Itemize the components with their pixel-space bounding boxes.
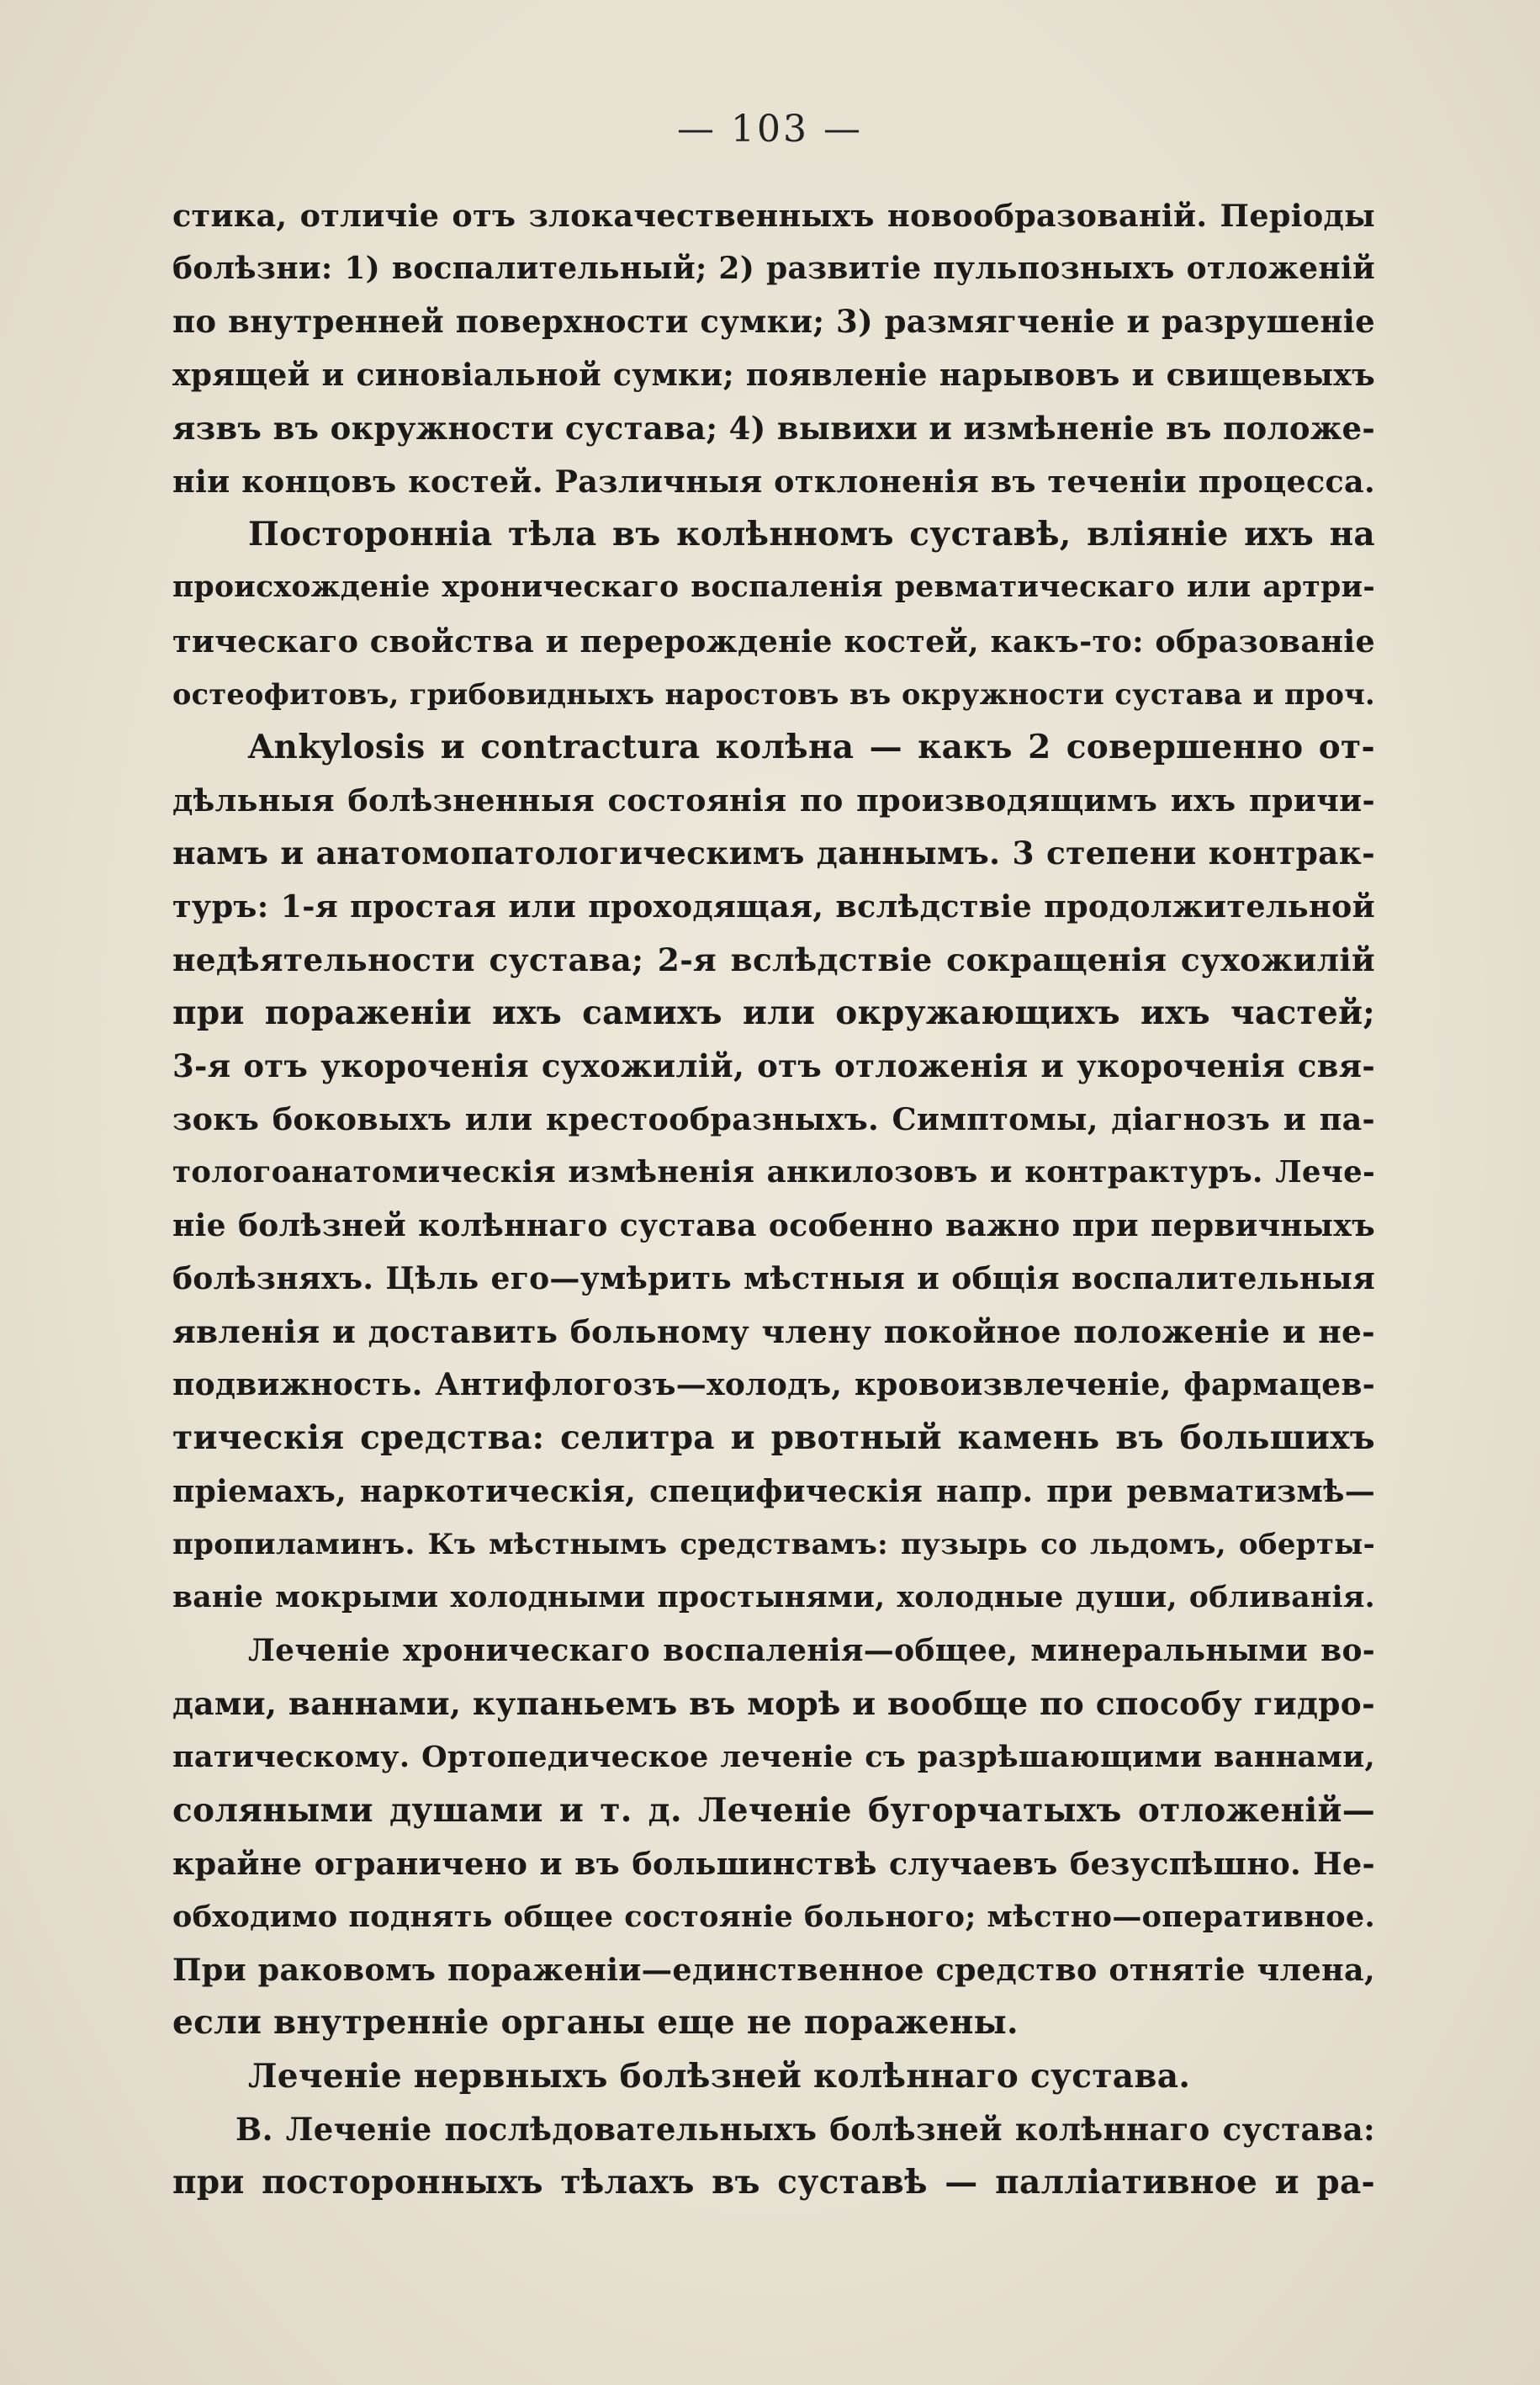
text-line: Ankylosis и contractura колѣна — какъ 2 совершенно от-: [248, 727, 1375, 766]
text-line: патическому. Ортопедическое леченіе съ разрѣшающими ваннами,: [172, 1740, 1375, 1775]
text-line: по внутренней поверхности сумки; 3) размягченіе и разрушеніе: [172, 303, 1375, 341]
text-line: туръ: 1-я простая или проходящая, вслѣдствіе продолжительной: [172, 888, 1375, 925]
text-line: тическія средства: селитра и рвотный камень въ большихъ: [172, 1418, 1375, 1458]
text-line: язвъ въ окружности сустава; 4) вывихи и измѣненіе въ положе-: [172, 409, 1375, 447]
text-line: 3-я отъ укороченія сухожилій, отъ отложенія и укороченія свя-: [172, 1047, 1375, 1084]
text-line: подвижность. Антифлогозъ—холодъ, кровоизвлеченіе, фармацев-: [172, 1367, 1375, 1403]
text-line: ніе болѣзней колѣннаго сустава особенно важно при первичныхъ: [172, 1207, 1375, 1243]
text-line: пропиламинъ. Къ мѣстнымъ средствамъ: пузырь со льдомъ, оберты-: [172, 1527, 1375, 1561]
text-line: происхожденіе хроническаго воспаленія ревматическаго или артри-: [172, 570, 1375, 605]
text-line: дами, ваннами, купаньемъ въ морѣ и вообще по способу гидро-: [172, 1685, 1375, 1723]
text-line: пріемахъ, наркотическія, специфическія напр. при ревматизмѣ—: [172, 1473, 1375, 1509]
text-line: Посторонніа тѣла въ колѣнномъ суставѣ, вліяніе ихъ на: [248, 515, 1375, 554]
text-line: соляными душами и т. д. Леченіе бугорчатыхъ отложеній—: [172, 1790, 1375, 1830]
text-line: болѣзни: 1) воспалительный; 2) развитіе пульпозныхъ отложеній: [172, 251, 1375, 287]
text-line: крайне ограничено и въ большинствѣ случаевъ безуспѣшно. Не-: [172, 1845, 1375, 1882]
text-line: остеофитовъ, грибовидныхъ наростовъ въ окружности сустава и проч.: [172, 677, 1375, 711]
text-line: Леченіе нервныхъ болѣзней колѣннаго сустава.: [248, 2056, 1191, 2096]
page-number: — 103 —: [677, 108, 863, 151]
text-line: При раковомъ пораженіи—единственное средство отнятіе члена,: [172, 1952, 1375, 1989]
text-line: болѣзняхъ. Цѣль его—умѣрить мѣстныя и общія воспалительныя: [172, 1260, 1375, 1296]
text-line: ваніе мокрыми холодными простынями, холодные души, обливанія.: [172, 1580, 1375, 1614]
text-line: недѣятельности сустава; 2-я вслѣдствіе сокращенія сухожилій: [172, 941, 1375, 978]
text-line: если внутренніе органы еще не поражены.: [172, 2003, 1019, 2043]
text-line: тологоанатомическія измѣненія анкилозовъ и контрактуръ. Лече-: [172, 1155, 1375, 1190]
text-line: B. Леченіе послѣдовательныхъ болѣзней колѣннаго сустава:: [235, 2110, 1375, 2148]
text-line: при посторонныхъ тѣлахъ въ суставѣ — палліативное и ра-: [172, 2162, 1375, 2202]
text-line: хрящей и синовіальной сумки; появленіе нарывовъ и свищевыхъ: [172, 357, 1375, 393]
text-line: обходимо поднять общее состояніе больного; мѣстно—оперативное.: [172, 1900, 1375, 1934]
text-line: ніи концовъ костей. Различныя отклоненія въ теченіи процесса.: [172, 463, 1375, 500]
text-line: тическаго свойства и перерожденіе костей, какъ-то: образованіе: [172, 623, 1375, 660]
text-line: явленія и доставить больному члену покойное положеніе и не-: [172, 1312, 1375, 1350]
body-text: [172, 189, 1375, 2209]
text-line: при пораженіи ихъ самихъ или окружающихъ ихъ частей;: [172, 993, 1375, 1032]
text-line: намъ и анатомопатологическимъ даннымъ. 3 степени контрак-: [172, 835, 1375, 872]
text-line: Леченіе хроническаго воспаленія—общее, минеральными во-: [248, 1633, 1375, 1669]
text-line: стика, отличіе отъ злокачественныхъ новообразованій. Періоды: [172, 198, 1375, 234]
text-line: зокъ боковыхъ или крестообразныхъ. Симптомы, діагнозъ и па-: [172, 1101, 1375, 1138]
text-line: дѣльныя болѣзненныя состоянія по производящимъ ихъ причи-: [172, 782, 1375, 819]
